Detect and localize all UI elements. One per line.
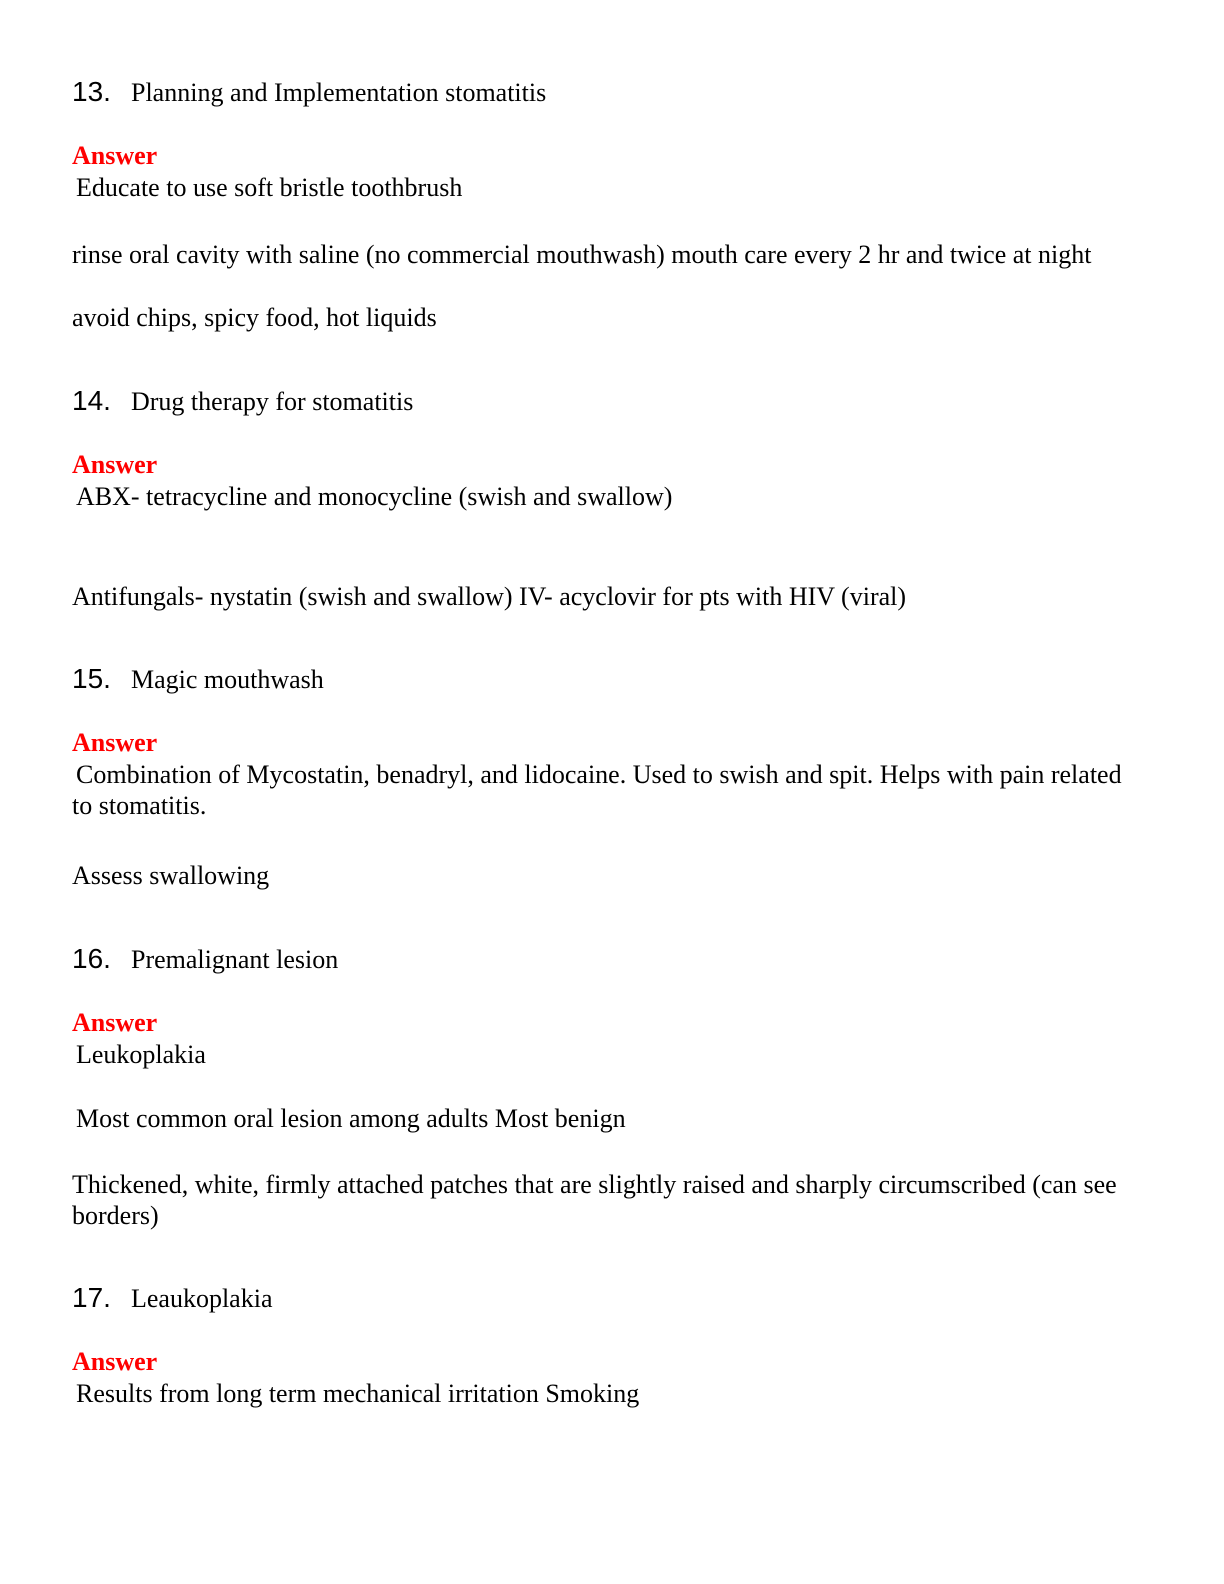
answer-label-15: Answer — [72, 728, 158, 757]
question-13: Planning and Implementation stomatitis — [131, 78, 547, 107]
item-number-13: 13. — [72, 76, 111, 107]
answer-14-line-1: ABX- tetracycline and monocycline (swish and swallow) — [76, 482, 673, 511]
answer-13-line-3: avoid chips, spicy food, hot liquids — [72, 303, 437, 332]
answer-14-line-2: Antifungals- nystatin (swish and swallow) IV- acyclovir for pts with HIV (viral) — [72, 582, 907, 611]
question-15: Magic mouthwash — [131, 665, 324, 694]
answer-15-line-1: Combination of Mycostatin, benadryl, and lidocaine. Used to swish and spit. Helps with pain related to stomatitis. — [72, 760, 1122, 820]
answer-label-16: Answer — [72, 1008, 158, 1037]
answer-17-line-1: Results from long term mechanical irritation Smoking — [76, 1379, 640, 1408]
answer-label-14: Answer — [72, 450, 158, 479]
item-number-16: 16. — [72, 943, 111, 974]
answer-13-line-2: rinse oral cavity with saline (no commercial mouthwash) mouth care every 2 hr and twice at night — [72, 240, 1092, 269]
question-16: Premalignant lesion — [131, 945, 339, 974]
answer-13-line-1: Educate to use soft bristle toothbrush — [76, 173, 463, 202]
question-17: Leaukoplakia — [131, 1284, 273, 1313]
answer-16-line-1: Leukoplakia — [76, 1040, 206, 1069]
answer-16-line-3: Thickened, white, firmly attached patches that are slightly raised and sharply circumscribed (can see borders) — [72, 1170, 1117, 1230]
answer-16-line-2: Most common oral lesion among adults Most benign — [76, 1104, 626, 1133]
answer-label-17: Answer — [72, 1347, 158, 1376]
answer-15-line-2: Assess swallowing — [72, 861, 270, 890]
question-14: Drug therapy for stomatitis — [131, 387, 414, 416]
item-number-17: 17. — [72, 1282, 111, 1313]
item-number-15: 15. — [72, 663, 111, 694]
answer-label-13: Answer — [72, 141, 158, 170]
item-number-14: 14. — [72, 385, 111, 416]
